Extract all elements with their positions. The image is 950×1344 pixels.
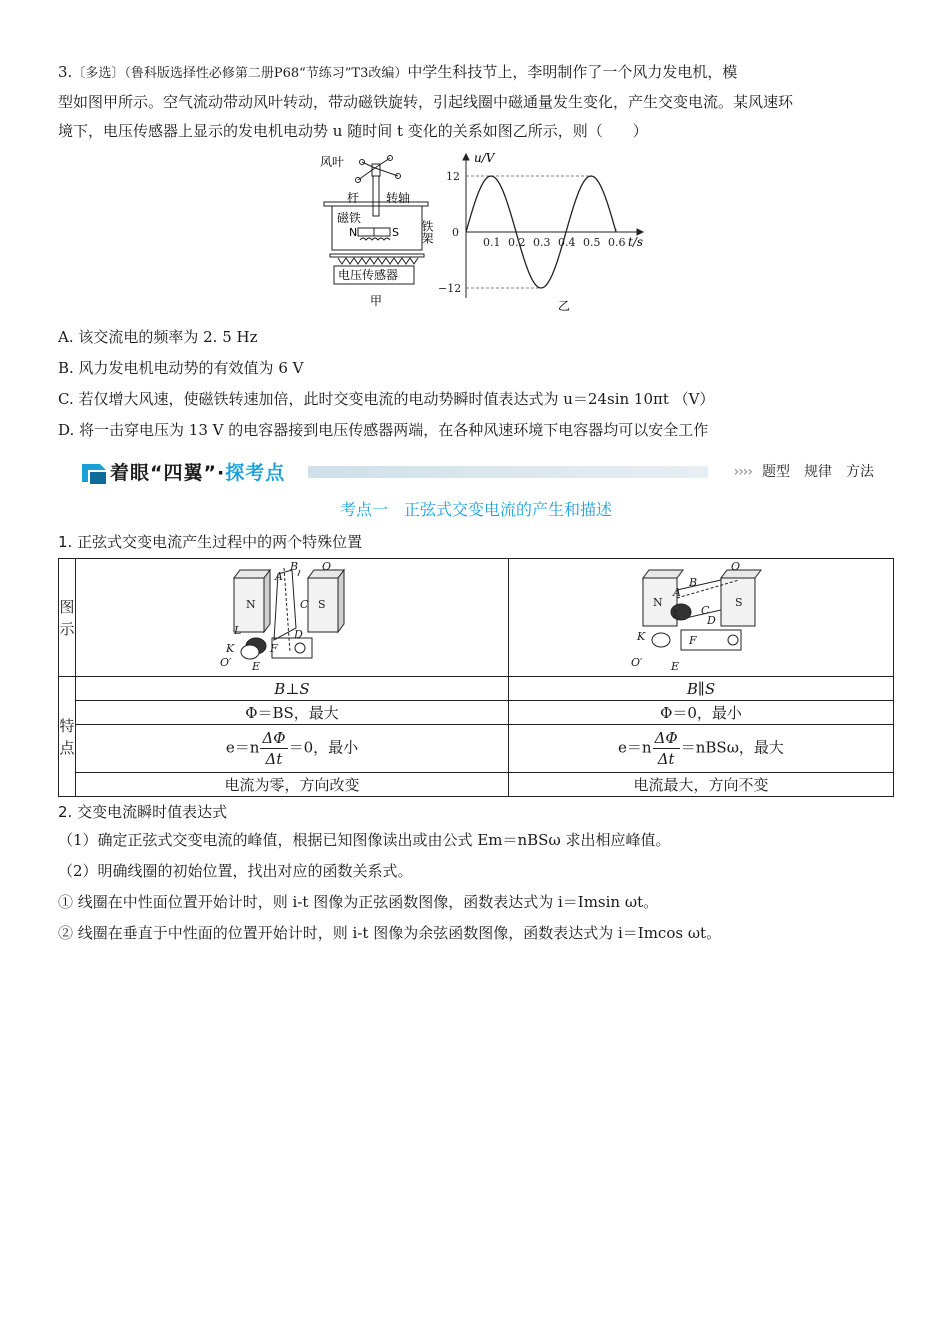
svg-text:B: B bbox=[290, 559, 299, 573]
magnet-n-label: N bbox=[349, 226, 358, 239]
position-table bbox=[58, 558, 894, 797]
section2-line3: ① 线圈在中性面位置开始计时，则 i-t 图像为正弦函数图像，函数表达式为 i＝Imsin ωt。 bbox=[58, 893, 659, 911]
banner-title-part1: 着眼“四翼”· bbox=[110, 461, 226, 484]
svg-text:S: S bbox=[318, 597, 326, 611]
col1-r3-pre: e＝n bbox=[225, 738, 260, 757]
shaft-label: 转轴 bbox=[386, 191, 411, 205]
svg-text:O′: O′ bbox=[220, 655, 232, 669]
section2-line2: （2）明确线圈的初始位置，找出对应的函数关系式。 bbox=[58, 862, 413, 880]
x-tick-label: 0.4 bbox=[558, 236, 576, 249]
svg-text:A: A bbox=[275, 569, 283, 583]
question-figures bbox=[58, 150, 894, 322]
col2-r1-text: B∥S bbox=[686, 679, 716, 698]
banner-title-part2: 探考点 bbox=[225, 461, 286, 484]
banner-arrows-icon: ›››› bbox=[733, 464, 752, 480]
svg-text:S: S bbox=[735, 595, 743, 609]
banner-right bbox=[734, 461, 874, 481]
section-banner bbox=[58, 450, 894, 494]
svg-text:N: N bbox=[653, 595, 663, 609]
figure-cell-1 bbox=[76, 559, 509, 677]
question-stem-line1: 中学生科技节上，李明制作了一个风力发电机，模 bbox=[407, 63, 738, 81]
x-tick-label: 0.2 bbox=[508, 236, 526, 249]
col2-r1 bbox=[509, 677, 894, 701]
banner-title bbox=[110, 458, 285, 485]
chart-ylabel: u/V bbox=[474, 151, 495, 165]
col1-r3 bbox=[76, 725, 509, 773]
coil-perpendicular-figure bbox=[212, 560, 372, 672]
svg-text:K: K bbox=[226, 641, 235, 655]
svg-text:L: L bbox=[234, 623, 242, 637]
svg-text:O′: O′ bbox=[631, 655, 643, 669]
chart-xlabel: t/s bbox=[628, 235, 644, 249]
question-source: （鲁科版选择性必修第二册P68“节练习”T3改编） bbox=[124, 66, 408, 81]
y-tick-label: 0 bbox=[452, 226, 459, 239]
svg-text:B: B bbox=[689, 575, 698, 589]
row-head-figure: 图示 bbox=[59, 559, 76, 677]
y-tick-label: 12 bbox=[446, 170, 460, 183]
y-tick-label: −12 bbox=[438, 282, 462, 295]
magnet-s-label: S bbox=[392, 226, 399, 239]
svg-text:D: D bbox=[294, 627, 303, 641]
svg-text:O: O bbox=[322, 559, 332, 573]
x-tick-label: 0.1 bbox=[483, 236, 501, 249]
x-tick-label: 0.3 bbox=[533, 236, 551, 249]
coil-parallel-figure bbox=[621, 560, 781, 672]
col1-r1-text: B⊥S bbox=[274, 679, 310, 698]
section2-title: 2. 交变电流瞬时值表达式 bbox=[58, 803, 228, 821]
svg-text:O: O bbox=[731, 559, 741, 573]
x-tick-label: 0.5 bbox=[583, 236, 601, 249]
svg-text:L: L bbox=[673, 607, 681, 621]
option-c[interactable]: C. 若仅增大风速，使磁铁转速加倍，此时交变电流的电动势瞬时值表达式为 u＝24sin 10πt （V） bbox=[58, 390, 715, 408]
svg-text:A: A bbox=[673, 585, 681, 599]
col1-r2: Φ＝BS，最大 bbox=[76, 701, 509, 725]
col2-r3 bbox=[509, 725, 894, 773]
svg-text:F: F bbox=[689, 633, 697, 647]
col1-r1 bbox=[76, 677, 509, 701]
col1-r4: 电流为零，方向改变 bbox=[76, 773, 509, 797]
question-tag: 〔多选〕 bbox=[72, 66, 125, 81]
col1-r3-num: ΔΦ bbox=[262, 729, 286, 747]
question-stem bbox=[58, 58, 894, 146]
page-content bbox=[58, 58, 894, 949]
svg-text:D: D bbox=[707, 613, 716, 627]
col1-r3-post: ＝0，最小 bbox=[288, 738, 359, 757]
section1-title: 1. 正弦式交变电流产生过程中的两个特殊位置 bbox=[58, 533, 363, 551]
banner-item-1: 题型 bbox=[762, 464, 790, 480]
col2-r3-den: Δt bbox=[657, 750, 675, 768]
col2-r3-num: ΔΦ bbox=[654, 729, 678, 747]
svg-text:K: K bbox=[637, 629, 646, 643]
figure-b-caption: 乙 bbox=[558, 299, 571, 313]
col2-r3-pre: e＝n bbox=[618, 738, 652, 757]
u-t-chart bbox=[438, 148, 658, 316]
col2-r3-fraction bbox=[653, 728, 680, 769]
figure-a-caption: 甲 bbox=[370, 294, 383, 308]
svg-text:F: F bbox=[270, 641, 278, 655]
question-number: 3. bbox=[58, 63, 73, 81]
banner-title-wrap bbox=[78, 457, 718, 485]
x-tick-label: 0.6 bbox=[608, 236, 626, 249]
col2-r4: 电流最大，方向不变 bbox=[509, 773, 894, 797]
option-b[interactable]: B. 风力发电机电动势的有效值为 6 V bbox=[58, 359, 304, 377]
col1-r3-den: Δt bbox=[265, 750, 283, 768]
svg-text:C: C bbox=[701, 603, 710, 617]
svg-text:E: E bbox=[671, 659, 680, 672]
col2-r3-post: ＝nBSω，最大 bbox=[680, 738, 784, 757]
figure-cell-2 bbox=[509, 559, 894, 677]
section2-line4: ② 线圈在垂直于中性面的位置开始计时，则 i-t 图像为余弦函数图像，函数表达式为 i＝Imcos ωt。 bbox=[58, 924, 722, 942]
question-stem-line2: 型如图甲所示。空气流动带动风叶转动，带动磁铁旋转，引起线圈中磁通量发生变化，产生交变电流。某风速环 bbox=[58, 93, 794, 111]
col2-r2: Φ＝0，最小 bbox=[509, 701, 894, 725]
frame-label: 铁架 bbox=[420, 220, 434, 244]
banner-item-2: 规律 bbox=[804, 464, 832, 480]
kaodian-title: 考点一 正弦式交变电流的产生和描述 bbox=[339, 500, 612, 519]
blade-label: 风叶 bbox=[320, 155, 345, 169]
rod-label: 杆 bbox=[347, 191, 360, 205]
svg-text:C: C bbox=[300, 597, 309, 611]
svg-text:E: E bbox=[252, 659, 261, 672]
wind-generator-figure bbox=[320, 150, 450, 310]
question-stem-line3: 境下，电压传感器上显示的发电机电动势 u 随时间 t 变化的关系如图乙所示，则（ ） bbox=[58, 122, 648, 140]
banner-item-3: 方法 bbox=[846, 464, 874, 480]
svg-text:N: N bbox=[246, 597, 256, 611]
option-d[interactable]: D. 将一击穿电压为 13 V 的电容器接到电压传感器两端，在各种风速环境下电容器均可以安全工作 bbox=[58, 421, 709, 439]
option-a[interactable]: A. 该交流电的频率为 2. 5 Hz bbox=[58, 328, 258, 346]
row-head-features: 特点 bbox=[59, 677, 76, 797]
section2-line1: （1）确定正弦式交变电流的峰值，根据已知图像读出或由公式 Em＝nBSω 求出相应峰值。 bbox=[58, 831, 671, 849]
col1-r3-fraction bbox=[260, 728, 287, 769]
magnet-label: 磁铁 bbox=[337, 211, 362, 225]
sensor-label: 电压传感器 bbox=[338, 268, 399, 282]
